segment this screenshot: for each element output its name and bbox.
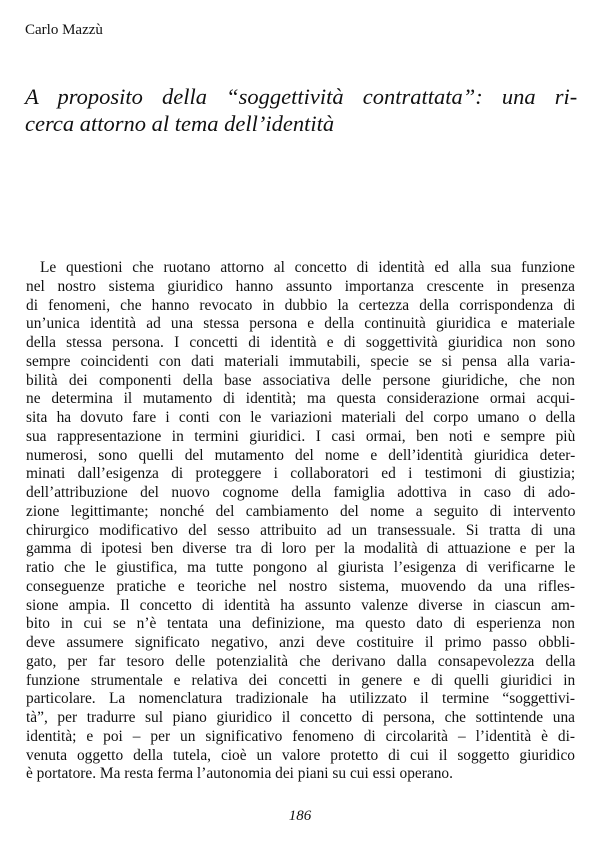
body-line: zione legittimante; nonché del cambiamento del nome a seguito di intervento bbox=[26, 502, 576, 520]
article-title bbox=[25, 83, 577, 137]
body-line: minati dall’esigenza di proteggere i collaboratori ed i testimoni di giustizia; bbox=[26, 465, 576, 483]
body-line: ne determina il mutamento di identità; ma questa considerazione ormai acqui- bbox=[26, 390, 575, 408]
body-line: sita ha dovuto fare i conti con le variazioni materiali del corpo umano o della bbox=[26, 409, 576, 426]
body-line: gamma di ipotesi ben diverse tra di loro per la modalità di attuazione e per la bbox=[26, 540, 576, 558]
body-line: chirurgico modificativo del sesso attribuito ad un transessuale. Si tratta di una bbox=[26, 521, 576, 539]
body-line: Le questioni che ruotano attorno al concetto di identità ed alla sua funzione bbox=[40, 259, 575, 276]
body-line: numerosi, sono quelli del mutamento del nome e dell’identità giuridica deter- bbox=[26, 446, 576, 464]
body-line: un’unica identità ad una stessa persona e della continuità giuridica e materiale bbox=[26, 315, 575, 333]
article-body bbox=[26, 259, 575, 784]
body-line: nel nostro sistema giuridico hanno assunto importanza crescente in presenza bbox=[26, 277, 575, 295]
page-number: 186 bbox=[288, 808, 312, 824]
body-line: di fenomeni, che hanno revocato in dubbio la certezza della corrispondenza di bbox=[26, 296, 576, 314]
body-line: bito in cui se n’è tentata una definizione, ma questo dato di esperienza non bbox=[26, 615, 575, 633]
body-line: funzione strumentale e relativa dei concetti in genere e di quelli giuridici in bbox=[26, 671, 576, 689]
body-line: è portatore. Ma resta ferma l’autonomia dei piani su cui essi operano. bbox=[26, 765, 453, 783]
body-line: ratio che le giustifica, ma tutte pongono al giurista l’esigenza di verificarne le bbox=[26, 559, 576, 576]
body-line: gato, per far tesoro delle potenzialità che derivano dalla consapevolezza della bbox=[26, 652, 576, 670]
body-line: sempre coincidenti con dati materiali immutabili, specie se si pensa alla varia- bbox=[26, 352, 576, 370]
body-line: tà”, per tradurre sul piano giuridico il concetto di persona, che sottintende una bbox=[26, 709, 575, 726]
body-line: conseguenze pratiche e teoriche nel nostro sistema, muovendo da una rifles- bbox=[26, 577, 575, 595]
body-line: sione ampia. Il concetto di identità ha assunto valenze diverse in ciascun am- bbox=[26, 596, 575, 614]
title-line: A proposito della “soggettività contrattata”: una ri- bbox=[25, 84, 578, 109]
body-line: identità; e poi – per un significativo fenomeno di circolarità – l’identità è di- bbox=[26, 727, 575, 745]
title-line: cerca attorno al tema dell’identità bbox=[25, 111, 335, 136]
author-name: Carlo Mazzù bbox=[25, 22, 103, 38]
body-line: dell’attribuzione del nuovo cognome della famiglia adottiva in caso di ado- bbox=[26, 484, 576, 501]
body-line: della stessa persona. I concetti di identità e di soggettività giuridica non sono bbox=[26, 334, 576, 351]
body-line: particolare. La nomenclatura tradizionale ha utilizzato il termine “soggettivi- bbox=[26, 690, 576, 708]
body-line: sua rappresentazione in termini giuridici. I casi ormai, ben noti e sempre più bbox=[26, 427, 576, 445]
body-line: venuta oggetto della tutela, cioè un valore protetto di cui il soggetto giuridico bbox=[26, 746, 575, 764]
body-line: deve assumere significato negativo, anzi deve costituire il primo passo obbli- bbox=[26, 634, 575, 651]
body-line: bilità dei componenti della base associativa delle persone giuridiche, che non bbox=[26, 371, 575, 389]
